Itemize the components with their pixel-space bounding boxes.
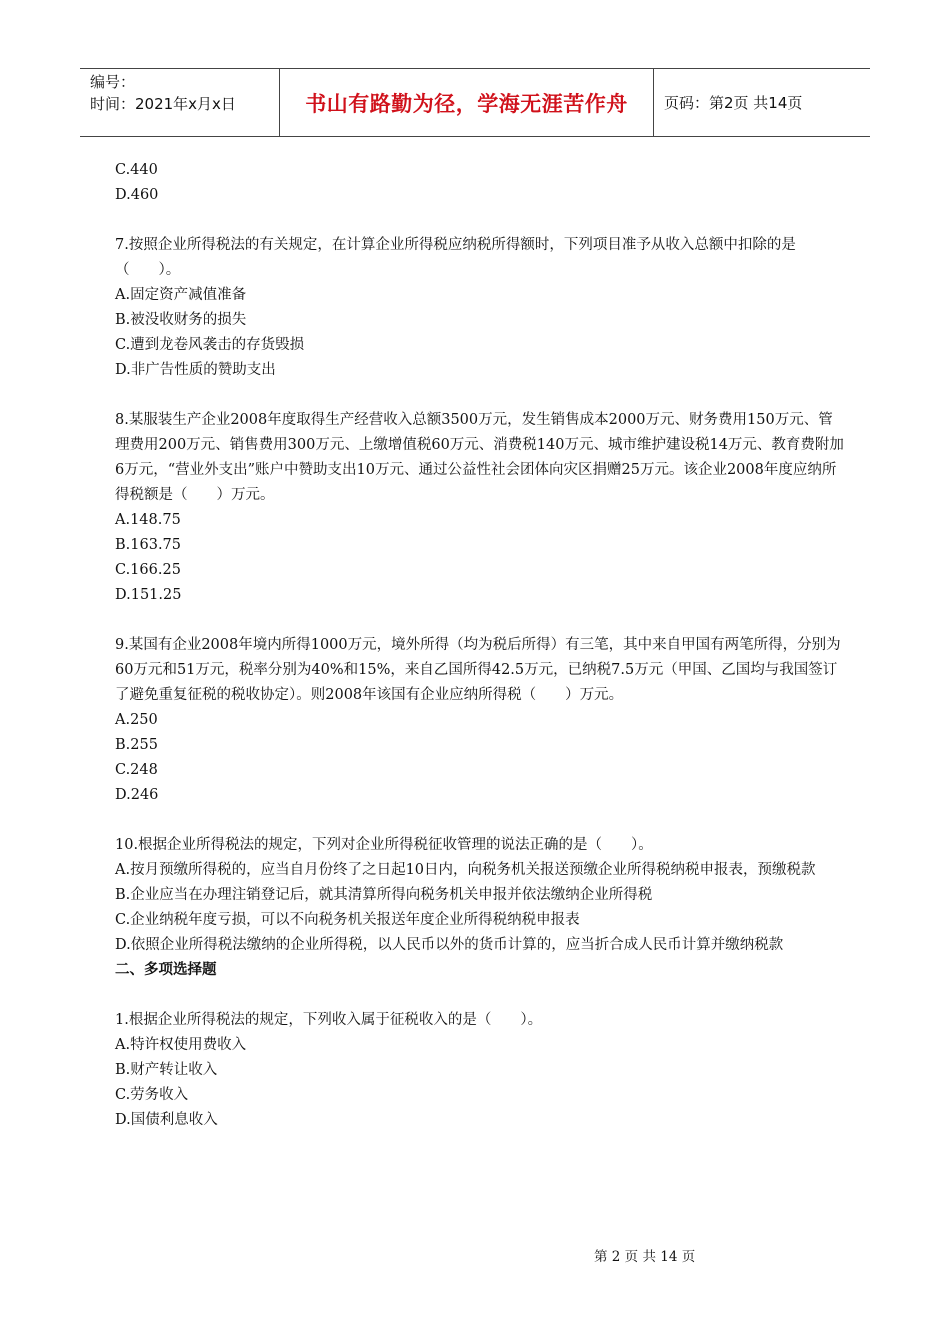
question-8 — [115, 408, 845, 608]
option: D.国债利息收入 — [115, 1112, 218, 1128]
option: C.遭到龙卷风袭击的存货毁损 — [115, 337, 305, 353]
option: B.163.75 — [115, 537, 182, 553]
option: A.特许权使用费收入 — [115, 1037, 247, 1053]
option: B.被没收财务的损失 — [115, 312, 247, 328]
option: D.460 — [115, 187, 159, 203]
option: D.依照企业所得税法缴纳的企业所得税，以人民币以外的货币计算的，应当折合成人民币计算并缴纳税款 — [115, 937, 784, 953]
option: A.250 — [115, 712, 158, 728]
number-label: 编号： — [90, 73, 136, 91]
option: C.440 — [115, 162, 158, 178]
option: C.248 — [115, 762, 158, 778]
option: B.255 — [115, 737, 158, 753]
option: C.劳务收入 — [115, 1087, 189, 1103]
question-text: 1.根据企业所得税法的规定，下列收入属于征税收入的是（ ）。 — [115, 1012, 543, 1028]
header-meta — [80, 69, 280, 136]
option: B.财产转让收入 — [115, 1062, 218, 1078]
option: C.166.25 — [115, 562, 181, 578]
page-header — [80, 68, 870, 137]
section-title: 二、多项选择题 — [115, 962, 217, 978]
option: D.非广告性质的赞助支出 — [115, 362, 276, 378]
footer-page-number: 第 2 页 共 14 页 — [594, 1249, 696, 1265]
time-label: 时间：2021年x月x日 — [90, 95, 236, 113]
header-motto-cell — [280, 69, 654, 136]
option: A.按月预缴所得税的，应当自月份终了之日起10日内，向税务机关报送预缴企业所得税纳税申报表，预缴税款 — [115, 862, 816, 878]
option: D.151.25 — [115, 587, 182, 603]
question-text: 7.按照企业所得税法的有关规定，在计算企业所得税应纳税所得额时，下列项目准予从收入总额中扣除的是（ ）。 — [115, 237, 796, 278]
document-body — [115, 158, 845, 1133]
option: C.企业纳税年度亏损，可以不向税务机关报送年度企业所得税纳税申报表 — [115, 912, 580, 928]
question-10 — [115, 833, 845, 958]
page-info: 页码：第2页 共14页 — [664, 94, 803, 112]
question-text: 9.某国有企业2008年境内所得1000万元，境外所得（均为税后所得）有三笔，其中来自甲国有两笔所得，分别为60万元和51万元，税率分别为40%和15%，来自乙国所得42.5万元，已纳税7.5万元（甲国、乙国均与我国签订了避免重复征税的税收协定）。则2008年该国有企业应纳所得税（ ）万元。 — [115, 637, 841, 703]
motto: 书山有路勤为径，学海无涯苦作舟 — [305, 91, 628, 116]
header-page-cell — [654, 69, 870, 136]
multi-question-1 — [115, 1008, 845, 1133]
question-text: 8.某服装生产企业2008年度取得生产经营收入总额3500万元，发生销售成本2000万元、财务费用150万元、管理费用200万元、销售费用300万元、上缴增值税60万元、消费税140万元、城市维护建设税14万元、教育费附加6万元，“营业外支出”账户中赞助支出10万元、通过公益性社会团体向灾区捐赠25万元。该企业2008年度应纳所得税额是（ ）万元。 — [115, 412, 844, 503]
question-9 — [115, 633, 845, 808]
option: B.企业应当在办理注销登记后，就其清算所得向税务机关申报并依法缴纳企业所得税 — [115, 887, 653, 903]
question-7 — [115, 233, 845, 383]
option: A.148.75 — [115, 512, 181, 528]
option: D.246 — [115, 787, 159, 803]
option: A.固定资产减值准备 — [115, 287, 247, 303]
question-text: 10.根据企业所得税法的规定，下列对企业所得税征收管理的说法正确的是（ ）。 — [115, 837, 653, 853]
